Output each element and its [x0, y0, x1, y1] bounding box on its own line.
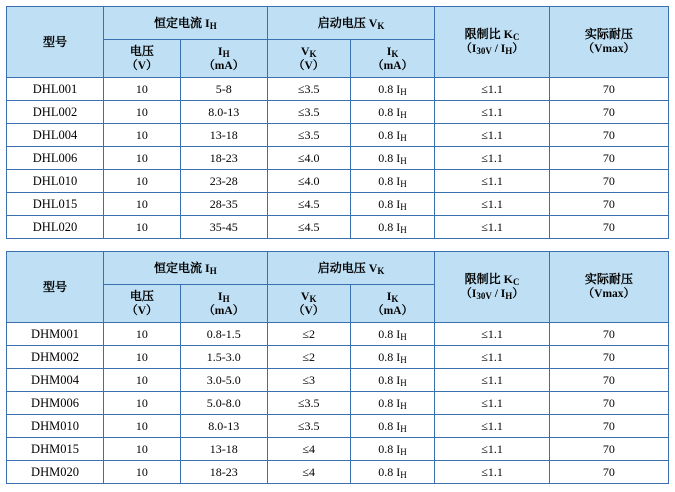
cell-voltage: 10 — [104, 170, 181, 193]
table-row — [7, 438, 669, 461]
cell-voltage: 10 — [104, 101, 181, 124]
header-ih: $I_H$ （mA） — [180, 285, 267, 323]
cell-vk: ≤4 — [267, 461, 350, 484]
cell-vmax: 70 — [549, 369, 668, 392]
table-row — [7, 415, 669, 438]
cell-ratio: ≤1.1 — [435, 461, 549, 484]
cell-vk: ≤3 — [267, 369, 350, 392]
header-voltage: 电压 （V） — [104, 40, 181, 78]
table-body-dhm — [7, 323, 669, 484]
table-row — [7, 323, 669, 346]
header-ik: $I_K$ （mA） — [350, 40, 435, 78]
cell-model: DHL006 — [7, 147, 104, 170]
cell-vk: ≤3.5 — [267, 392, 350, 415]
cell-model: DHL020 — [7, 216, 104, 239]
cell-ih: 0.8-1.5 — [180, 323, 267, 346]
cell-vk: ≤2 — [267, 323, 350, 346]
cell-model: DHL015 — [7, 193, 104, 216]
table-row — [7, 193, 669, 216]
table-header-dhl — [7, 7, 669, 78]
cell-model: DHL002 — [7, 101, 104, 124]
cell-vk: ≤4.0 — [267, 170, 350, 193]
cell-model: DHL004 — [7, 124, 104, 147]
cell-ih: 28-35 — [180, 193, 267, 216]
table-row — [7, 216, 669, 239]
header-ih: $I_H$ （mA） — [180, 40, 267, 78]
cell-ih: 3.0-5.0 — [180, 369, 267, 392]
header-withstand-voltage: 实际耐压 （Vmax） — [549, 252, 668, 323]
cell-vmax: 70 — [549, 147, 668, 170]
cell-ik: 0.8 $I_H$ — [350, 216, 435, 239]
header-limit-ratio: 限制比 $K_C$ $(I_{30V} / I_H)$ — [435, 7, 549, 78]
table-header-dhm — [7, 252, 669, 323]
cell-vk: ≤3.5 — [267, 78, 350, 101]
cell-ratio: ≤1.1 — [435, 323, 549, 346]
header-group-constant-current: 恒定电流 $I_H$ — [104, 252, 268, 285]
cell-vk: ≤4 — [267, 438, 350, 461]
cell-vmax: 70 — [549, 101, 668, 124]
cell-voltage: 10 — [104, 216, 181, 239]
cell-ik: 0.8 $I_H$ — [350, 323, 435, 346]
cell-model: DHM020 — [7, 461, 104, 484]
cell-voltage: 10 — [104, 78, 181, 101]
cell-ih: 18-23 — [180, 147, 267, 170]
cell-model: DHM004 — [7, 369, 104, 392]
cell-ik: 0.8 $I_H$ — [350, 147, 435, 170]
table-row — [7, 346, 669, 369]
cell-vmax: 70 — [549, 323, 668, 346]
cell-vmax: 70 — [549, 346, 668, 369]
header-model: 型号 — [7, 7, 104, 78]
cell-ih: 5-8 — [180, 78, 267, 101]
table-row — [7, 170, 669, 193]
cell-vk: ≤4.5 — [267, 193, 350, 216]
cell-voltage: 10 — [104, 461, 181, 484]
cell-ratio: ≤1.1 — [435, 438, 549, 461]
header-group-start-voltage: 启动电压 $V_K$ — [267, 252, 435, 285]
cell-vmax: 70 — [549, 216, 668, 239]
cell-vmax: 70 — [549, 193, 668, 216]
cell-ratio: ≤1.1 — [435, 78, 549, 101]
header-ik: $I_K$ （mA） — [350, 285, 435, 323]
cell-ik: 0.8 $I_H$ — [350, 170, 435, 193]
cell-ik: 0.8 $I_H$ — [350, 415, 435, 438]
header-group-constant-current: 恒定电流 $I_H$ — [104, 7, 268, 40]
cell-ik: 0.8 $I_H$ — [350, 438, 435, 461]
cell-ik: 0.8 $I_H$ — [350, 193, 435, 216]
cell-model: DHM002 — [7, 346, 104, 369]
table-row — [7, 369, 669, 392]
cell-model: DHM006 — [7, 392, 104, 415]
cell-ratio: ≤1.1 — [435, 170, 549, 193]
table-row — [7, 461, 669, 484]
cell-ratio: ≤1.1 — [435, 193, 549, 216]
cell-ih: 18-23 — [180, 461, 267, 484]
cell-vk: ≤4.5 — [267, 216, 350, 239]
cell-vmax: 70 — [549, 78, 668, 101]
cell-ih: 13-18 — [180, 124, 267, 147]
header-vk: $V_K$ （V） — [267, 40, 350, 78]
table-row — [7, 78, 669, 101]
cell-ratio: ≤1.1 — [435, 415, 549, 438]
cell-model: DHM001 — [7, 323, 104, 346]
cell-voltage: 10 — [104, 346, 181, 369]
cell-ih: 13-18 — [180, 438, 267, 461]
cell-vk: ≤2 — [267, 346, 350, 369]
cell-ik: 0.8 $I_H$ — [350, 369, 435, 392]
cell-voltage: 10 — [104, 323, 181, 346]
cell-model: DHM010 — [7, 415, 104, 438]
cell-vmax: 70 — [549, 124, 668, 147]
spec-table-dhm — [6, 251, 669, 484]
cell-vmax: 70 — [549, 438, 668, 461]
cell-ih: 1.5-3.0 — [180, 346, 267, 369]
cell-ratio: ≤1.1 — [435, 216, 549, 239]
header-model: 型号 — [7, 252, 104, 323]
cell-model: DHL010 — [7, 170, 104, 193]
header-voltage: 电压 （V） — [104, 285, 181, 323]
cell-voltage: 10 — [104, 124, 181, 147]
cell-vmax: 70 — [549, 170, 668, 193]
cell-ih: 8.0-13 — [180, 101, 267, 124]
cell-model: DHL001 — [7, 78, 104, 101]
cell-voltage: 10 — [104, 415, 181, 438]
cell-voltage: 10 — [104, 193, 181, 216]
header-vk: $V_K$ （V） — [267, 285, 350, 323]
cell-ratio: ≤1.1 — [435, 392, 549, 415]
table-row — [7, 124, 669, 147]
cell-vk: ≤4.0 — [267, 147, 350, 170]
cell-ih: 5.0-8.0 — [180, 392, 267, 415]
cell-vk: ≤3.5 — [267, 124, 350, 147]
table-row — [7, 147, 669, 170]
cell-vmax: 70 — [549, 461, 668, 484]
cell-ratio: ≤1.1 — [435, 369, 549, 392]
table-body-dhl — [7, 78, 669, 239]
header-group-start-voltage: 启动电压 $V_K$ — [267, 7, 435, 40]
cell-ratio: ≤1.1 — [435, 346, 549, 369]
header-limit-ratio: 限制比 $K_C$ $(I_{30V} / I_H)$ — [435, 252, 549, 323]
cell-voltage: 10 — [104, 392, 181, 415]
cell-ik: 0.8 $I_H$ — [350, 346, 435, 369]
cell-ratio: ≤1.1 — [435, 147, 549, 170]
spec-table-dhl — [6, 6, 669, 239]
cell-vmax: 70 — [549, 392, 668, 415]
cell-ratio: ≤1.1 — [435, 124, 549, 147]
table-row — [7, 392, 669, 415]
cell-ih: 35-45 — [180, 216, 267, 239]
table-row — [7, 101, 669, 124]
cell-ik: 0.8 $I_H$ — [350, 101, 435, 124]
cell-voltage: 10 — [104, 438, 181, 461]
cell-vmax: 70 — [549, 415, 668, 438]
cell-ratio: ≤1.1 — [435, 101, 549, 124]
cell-ih: 23-28 — [180, 170, 267, 193]
cell-voltage: 10 — [104, 369, 181, 392]
cell-ik: 0.8 $I_H$ — [350, 392, 435, 415]
cell-ih: 8.0-13 — [180, 415, 267, 438]
cell-model: DHM015 — [7, 438, 104, 461]
cell-vk: ≤3.5 — [267, 101, 350, 124]
cell-ik: 0.8 $I_H$ — [350, 124, 435, 147]
cell-voltage: 10 — [104, 147, 181, 170]
header-withstand-voltage: 实际耐压 （Vmax） — [549, 7, 668, 78]
cell-vk: ≤3.5 — [267, 415, 350, 438]
cell-ik: 0.8 $I_H$ — [350, 461, 435, 484]
cell-ik: 0.8 $I_H$ — [350, 78, 435, 101]
